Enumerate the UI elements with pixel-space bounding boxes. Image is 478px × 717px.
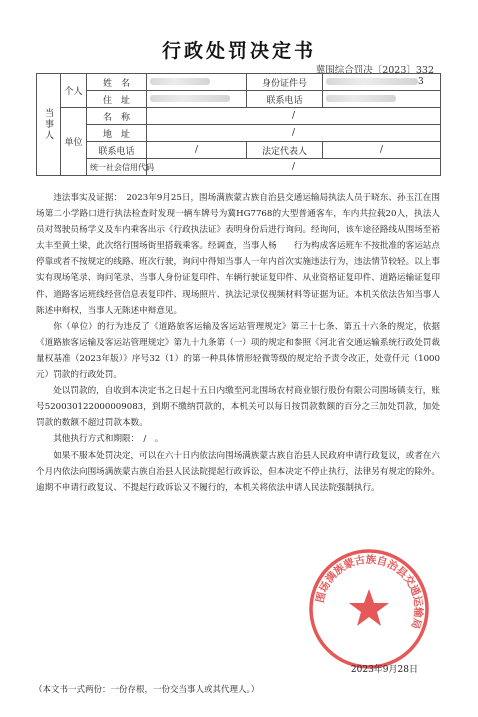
name-label: 姓 名	[87, 74, 147, 91]
phone-label: 联系电话	[247, 91, 323, 108]
legal-rep-value: /	[323, 142, 441, 159]
star-icon	[349, 589, 389, 626]
unit-address-label: 地 址	[87, 125, 147, 142]
violation-facts-paragraph: 违法事实及证据： 2023年9月25日，围场满族蒙古族自治县交通运输局执法人员于晓东、孙玉江在围场第二小学路口进行执法检查时发现一辆车牌号为冀HG7768的大型普通客车，车内共拉载20人，执法人员对驾驶员杨学义及车内乘客出示《行政执法证》表明身份后进行询问。经询问，该车途径路线从围场至裕太丰至黄土梁，此次络行围场街里搭载乘客。经调查，当事人杨 行为构成客运班车不按批准的客运站点停靠或者不按规定的线路、班次行驶，询问中得知当事人一年内首次实施违法行为，违法情节较轻。以上事实有现场笔录、询问笔录、当事人身份证复印件、车辆行驶证复印件、从业资格证复印件、道路运输证复印件、道路客运班线经营信息表复印件、现场照片、执法记录仪视频材料等证据为证。本机关依法告知当事人陈述申辩权，当事人无陈述申辩意见。	[36, 193, 440, 316]
official-seal-stamp	[305, 545, 433, 673]
other-execution-paragraph: 其他执行方式和期限： / 。	[53, 434, 164, 445]
party-info-table	[36, 73, 441, 176]
credit-code-label: 统一社会信用代码	[87, 159, 147, 176]
unit-name-label: 名 称	[87, 108, 147, 125]
unit-name-value: /	[147, 108, 441, 125]
appeal-rights-paragraph: 如果不服本处罚决定，可以在六十日内依法向围场满族蒙古族自治县人民政府申请行政复议，或者在六个月内依法向围场满族蒙古族自治县人民法院提起行政诉讼，但本决定不停止执行，法律另有规定的除外。逾期不申请行政复议、不提起行政诉讼又不履行的，本机关将依法申请人民法院强制执行。	[36, 450, 440, 493]
document-footer-note: （本文书一式两份：一份存根，一份交当事人或其代理人。）	[34, 685, 260, 695]
id-label: 身份证件号	[247, 74, 323, 91]
address-label: 住 址	[87, 91, 147, 108]
document-number: 冀围综合罚决〔2023〕332	[315, 65, 434, 76]
seal-text: 围场满族蒙古族自治县交通运输局	[314, 553, 425, 631]
legal-basis-paragraph: 你（单位）的行为违反了《道路旅客运输及客运站管理规定》第三十七条、第五十六条的规定，依据《道路旅客运输及客运站管理规定》第九十九条第（一）项的规定和参照《河北省交通运输系统行政处罚裁量权基准（2023年版）》序号32（1）的第一种具体情形轻微等级的规定给予责令改正，处壹仟元（1000元）罚款的行政处罚。	[36, 321, 440, 381]
party-label: 当事人	[37, 74, 61, 176]
unit-label: 单位	[61, 108, 87, 176]
name-value-redacted	[147, 74, 247, 91]
unit-phone-value: /	[147, 142, 247, 159]
phone-value-redacted	[323, 91, 441, 108]
individual-label: 个人	[61, 74, 87, 108]
unit-address-value: /	[147, 125, 441, 142]
id-value-tail: 3	[418, 77, 424, 87]
decision-body	[36, 190, 440, 496]
document-date: 2023年9月28日	[350, 665, 418, 675]
payment-paragraph: 处以罚款的，自收到本决定书之日起十五日内缴至河北围场农村商业银行股份有限公司围场镇支行，账号520030122000009083，到期不缴纳罚款的，本机关可以每日按罚款数额的百分之三加处罚款，加处罚款的数额不超过罚款本数。	[36, 386, 440, 429]
id-value-redacted	[323, 74, 441, 91]
legal-rep-label: 法定代表人	[247, 142, 323, 159]
address-value-redacted	[147, 91, 247, 108]
document-title: 行政处罚决定书	[161, 40, 316, 62]
credit-code-value: /	[147, 159, 441, 176]
unit-phone-label: 联系电话	[87, 142, 147, 159]
